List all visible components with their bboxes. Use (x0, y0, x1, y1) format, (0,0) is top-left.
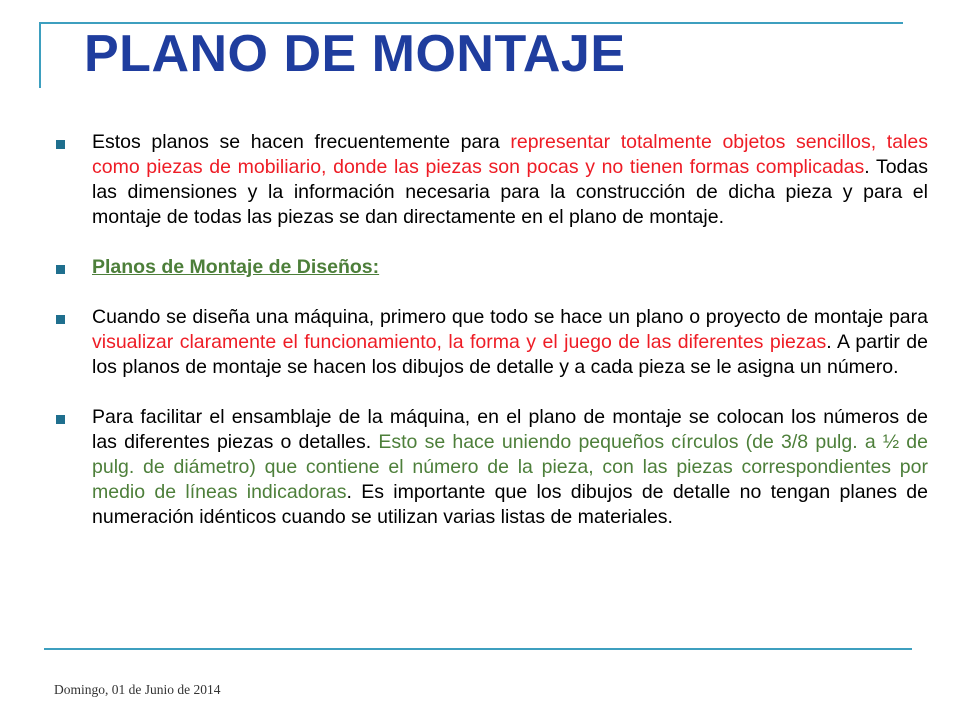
paragraph-1 (92, 130, 928, 230)
paragraph-3 (92, 305, 928, 380)
slide-body (56, 130, 928, 530)
paragraph-1-text-a: Estos planos se hacen frecuentemente para (92, 131, 511, 153)
paragraph-2 (92, 255, 928, 280)
left-accent-rule (39, 22, 41, 88)
paragraph-4-text-a: Para facilitar el ensamblaje de la máquina, en el plano de montaje se colocan los números de las diferentes piezas o detalles. (92, 406, 928, 453)
paragraph-1-text-b: . Todas las dimensiones y la información necesaria para la construcción de dicha pieza y para el montaje de todas las piezas se dan directamente en el plano de montaje. (92, 156, 928, 228)
square-bullet-icon (56, 140, 65, 149)
paragraph-4-text-b: . Es importante que los dibujos de detalle no tengan planes de numeración idénticos cuando se utilizan varias listas de materiales. (92, 481, 928, 528)
paragraph-3-text-a: Cuando se diseña una máquina, primero que todo se hace un plano o proyecto de montaje para (92, 306, 928, 328)
slide-title: PLANO DE MONTAJE (84, 25, 626, 83)
paragraph-1-highlight: representar totalmente objetos sencillos, tales como piezas de mobiliario, donde las piezas son pocas y no tienen formas complicadas (92, 131, 929, 178)
bullet-item-3 (56, 305, 928, 380)
section-heading-link[interactable]: Planos de Montaje de Diseños: (92, 256, 380, 278)
bullet-item-1 (56, 130, 928, 230)
paragraph-3-highlight: visualizar claramente el funcionamiento, la forma y el juego de las diferentes piezas (92, 331, 827, 353)
square-bullet-icon (56, 265, 65, 274)
bottom-accent-rule (44, 648, 912, 650)
paragraph-4 (92, 405, 928, 530)
bullet-item-2 (56, 255, 928, 280)
footer-date: Domingo, 01 de Junio de 2014 (54, 682, 221, 697)
paragraph-4-highlight: Esto se hace uniendo pequeños círculos (de 3/8 pulg. a ½ de pulg. de diámetro) que contiene el número de la pieza, con las piezas correspondientes por medio de líneas indicadoras (92, 431, 929, 503)
bullet-item-4 (56, 405, 928, 530)
square-bullet-icon (56, 315, 65, 324)
paragraph-3-text-b: . A partir de los planos de montaje se hacen los dibujos de detalle y a cada pieza se le asigna un número. (92, 331, 928, 378)
square-bullet-icon (56, 415, 65, 424)
